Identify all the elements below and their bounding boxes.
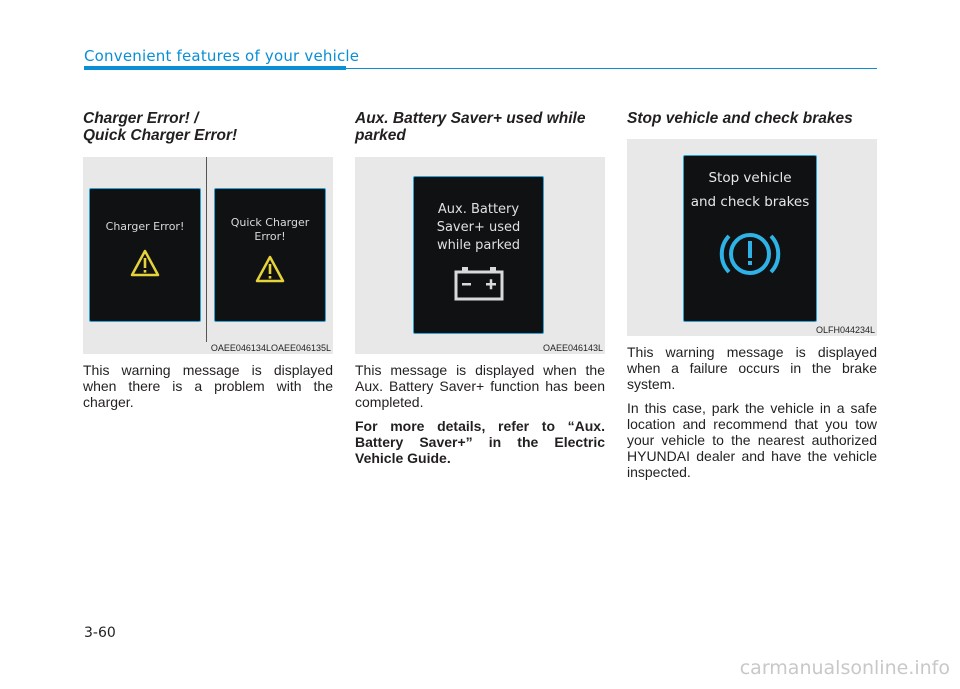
column-aux-battery-saver (355, 110, 605, 466)
panel-text: Charger Error! (105, 220, 185, 233)
header-rule-thick (84, 66, 346, 70)
figure-caption: OAEE046143L (542, 343, 603, 353)
panel-text-line-2: Error! (254, 230, 286, 243)
header-rule-thin (346, 68, 877, 69)
battery-icon (454, 265, 504, 301)
heading-charger-error (83, 110, 333, 146)
panel-quick-charger-error (214, 188, 326, 322)
panel-text-line-1: Stop vehicle (708, 170, 792, 186)
warning-triangle-icon (130, 249, 160, 277)
body-text: This message is displayed when the Aux. Battery Saver+ function has been completed. (355, 362, 605, 410)
watermark-text: carmanualsonline.info (739, 657, 950, 679)
panel-text (684, 166, 816, 214)
heading-line-1: Charger Error! / (83, 110, 199, 127)
panel-text-line-2: and check brakes (690, 194, 810, 210)
column-stop-vehicle (627, 110, 877, 480)
heading-aux-battery-saver (355, 110, 605, 146)
column-charger-error (83, 110, 333, 410)
brake-warning-icon (715, 226, 785, 282)
body-text: This warning message is displayed when a failure occurs in the brake system. (627, 344, 877, 392)
heading-line-1: Stop vehicle and check brakes (627, 110, 853, 127)
warning-triangle-icon (255, 255, 285, 283)
panel-aux-battery-saver (413, 176, 544, 334)
section-title: Convenient features of your vehicle (84, 47, 360, 65)
heading-stop-vehicle (627, 110, 877, 128)
panel-stop-vehicle (683, 155, 817, 322)
body-text-reference: For more details, refer to “Aux. Battery Saver+” in the Electric Vehicle Guide. (355, 418, 605, 466)
body-text: This warning message is displayed when there is a problem with the charger. (83, 362, 333, 410)
heading-line-1: Aux. Battery Saver+ used while (355, 110, 586, 127)
panel-text-line-1: Quick Charger (230, 216, 310, 229)
heading-line-2: parked (355, 127, 406, 144)
figure-charger-error (83, 157, 333, 354)
panel-text-line-2: Saver+ used (436, 220, 521, 235)
heading-line-2: Quick Charger Error! (83, 127, 238, 144)
body-text-instructions: In this case, park the vehicle in a safe location and recommend that you tow your vehicle to the nearest authorized HYUNDAI dealer and have the vehicle inspected. (627, 400, 877, 480)
panel-text (215, 216, 325, 244)
panel-text-line-3: while parked (436, 238, 521, 253)
panel-text-line-1: Aux. Battery (437, 202, 520, 217)
figure-stop-vehicle (627, 139, 877, 336)
panel-text (414, 201, 543, 255)
figure-aux-battery-saver (355, 157, 605, 354)
page-number: 3-60 (84, 625, 116, 641)
figure-caption: OLFH044234L (815, 325, 875, 335)
figure-caption: OAEE046134LOAEE046135L (210, 343, 331, 353)
figure-divider (206, 157, 207, 342)
panel-charger-error (89, 188, 201, 322)
